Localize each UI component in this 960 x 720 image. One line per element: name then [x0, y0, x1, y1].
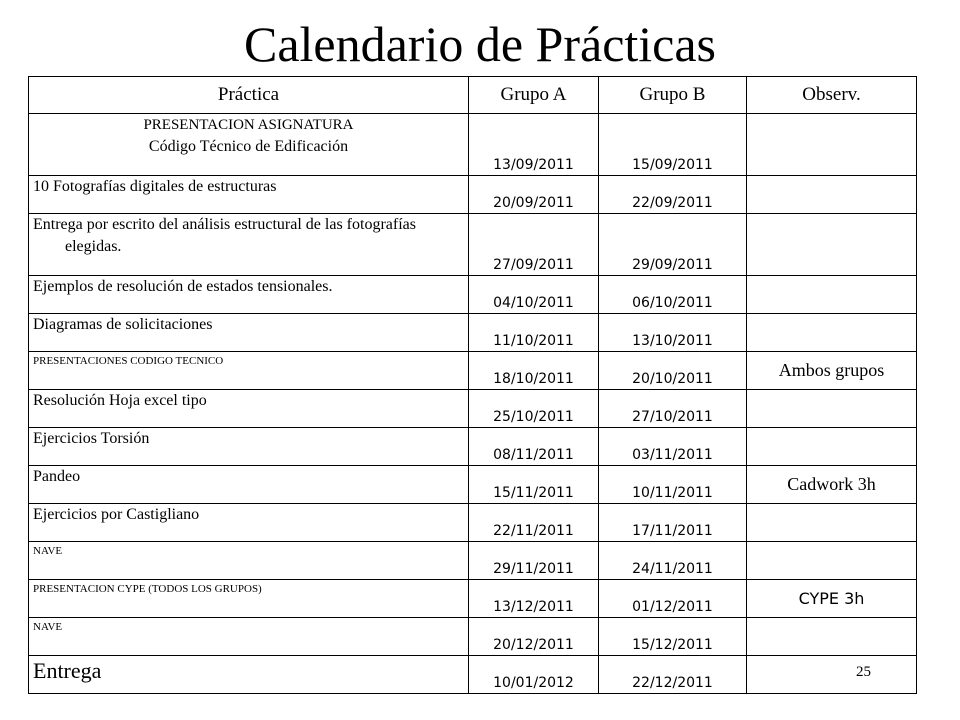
- grupo-b-date: 17/11/2011: [599, 504, 747, 542]
- grupo-a-date: 13/12/2011: [469, 580, 599, 618]
- header-row: [29, 77, 917, 114]
- practice-cell: Ejercicios Torsión: [29, 428, 469, 466]
- grupo-a-date: 15/11/2011: [469, 466, 599, 504]
- schedule-table: [28, 76, 917, 694]
- grupo-a-date: 10/01/2012: [469, 656, 599, 694]
- table-row: [29, 390, 917, 428]
- observ-cell: [747, 656, 917, 694]
- observ-cell: [747, 276, 917, 314]
- table-row: [29, 618, 917, 656]
- grupo-a-date: 11/10/2011: [469, 314, 599, 352]
- practice-cell: Pandeo: [29, 466, 469, 504]
- header-grupo-b: Grupo B: [599, 77, 747, 114]
- practice-line: PRESENTACION ASIGNATURA: [143, 117, 354, 133]
- header-observ: Observ.: [747, 77, 917, 114]
- grupo-b-date: 29/09/2011: [599, 214, 747, 276]
- slide-title: Calendario de Prácticas: [243, 16, 717, 72]
- table-row: [29, 214, 917, 276]
- table-row: [29, 656, 917, 694]
- observ-cell: Cadwork 3h: [747, 466, 917, 504]
- grupo-a-date: 22/11/2011: [469, 504, 599, 542]
- observ-cell: [747, 390, 917, 428]
- grupo-b-date: 22/09/2011: [599, 176, 747, 214]
- observ-cell: [747, 114, 917, 176]
- practice-cell: Entrega: [29, 656, 469, 694]
- observ-cell: [747, 214, 917, 276]
- table-row: [29, 428, 917, 466]
- observ-cell: Ambos grupos: [747, 352, 917, 390]
- grupo-b-date: 15/09/2011: [599, 114, 747, 176]
- table-row: [29, 580, 917, 618]
- observ-cell: CYPE 3h: [747, 580, 917, 618]
- grupo-b-date: 15/12/2011: [599, 618, 747, 656]
- practice-cell: Ejemplos de resolución de estados tensionales.: [29, 276, 469, 314]
- practice-cell: Resolución Hoja excel tipo: [29, 390, 469, 428]
- practice-cell: Diagramas de solicitaciones: [29, 314, 469, 352]
- grupo-a-date: 29/11/2011: [469, 542, 599, 580]
- grupo-b-date: 10/11/2011: [599, 466, 747, 504]
- grupo-b-date: 27/10/2011: [599, 390, 747, 428]
- table-row: [29, 276, 917, 314]
- grupo-a-date: 13/09/2011: [469, 114, 599, 176]
- grupo-b-date: 06/10/2011: [599, 276, 747, 314]
- header-practica: Práctica: [29, 77, 469, 114]
- table-row: [29, 504, 917, 542]
- table-row: [29, 176, 917, 214]
- grupo-a-date: 18/10/2011: [469, 352, 599, 390]
- practice-cell: [29, 114, 469, 176]
- grupo-a-date: 20/09/2011: [469, 176, 599, 214]
- grupo-a-date: 27/09/2011: [469, 214, 599, 276]
- page-number: 25: [856, 664, 871, 680]
- practice-cell: PRESENTACIONES CODIGO TECNICO: [29, 352, 469, 390]
- practice-cell: 10 Fotografías digitales de estructuras: [29, 176, 469, 214]
- header-grupo-a: Grupo A: [469, 77, 599, 114]
- practice-cell: NAVE: [29, 618, 469, 656]
- practice-cell: NAVE: [29, 542, 469, 580]
- grupo-a-date: 20/12/2011: [469, 618, 599, 656]
- grupo-b-date: 22/12/2011: [599, 656, 747, 694]
- grupo-a-date: 08/11/2011: [469, 428, 599, 466]
- observ-cell: [747, 314, 917, 352]
- grupo-b-date: 03/11/2011: [599, 428, 747, 466]
- practice-cell: Ejercicios por Castigliano: [29, 504, 469, 542]
- table-row: [29, 352, 917, 390]
- grupo-b-date: 13/10/2011: [599, 314, 747, 352]
- observ-cell: [747, 618, 917, 656]
- table-row: [29, 314, 917, 352]
- grupo-a-date: 04/10/2011: [469, 276, 599, 314]
- observ-cell: [747, 542, 917, 580]
- observ-cell: [747, 428, 917, 466]
- grupo-b-date: 20/10/2011: [599, 352, 747, 390]
- observ-cell: [747, 504, 917, 542]
- grupo-b-date: 01/12/2011: [599, 580, 747, 618]
- observ-cell: [747, 176, 917, 214]
- grupo-b-date: 24/11/2011: [599, 542, 747, 580]
- table-row: [29, 114, 917, 176]
- practice-line: Código Técnico de Edificación: [148, 138, 349, 155]
- grupo-a-date: 25/10/2011: [469, 390, 599, 428]
- table-row: [29, 542, 917, 580]
- practice-cell: PRESENTACION CYPE (TODOS LOS GRUPOS): [29, 580, 469, 618]
- table-row: [29, 466, 917, 504]
- practice-cell: Entrega por escrito del análisis estructural de las fotografías elegidas.: [29, 214, 469, 276]
